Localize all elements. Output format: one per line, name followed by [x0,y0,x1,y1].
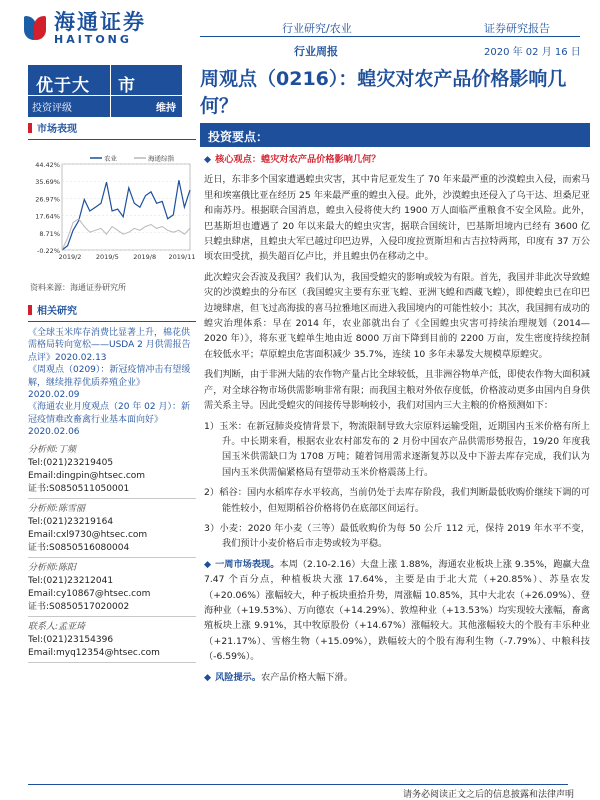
bullet-icon: ◆ [204,154,212,165]
haitong-logo [22,10,146,46]
series-line-index [62,219,190,250]
report-header [0,0,600,62]
y-tick-label: 35.69% [35,178,60,187]
page-footer [0,784,600,800]
forecast-corn: 1）玉米：在新冠肺炎疫情背景下，物流限制导致大宗原料运输受阻，近期国内玉米价格有所上升。中长期来看，根据农业农村部发布的 2 月份中国农产品供需形势报告，19/20 年度我国玉米供需缺口为 1708 万吨；随着饲用需求逐渐复苏以及中下游去库存完成，我们认为国内玉米供需偏紧格局有望带动玉米价格震荡上行。 [204,420,590,478]
rating-value: 优于大 [36,76,90,96]
analyst-email[interactable]: Email:myq12354@htsec.com [28,648,160,658]
y-tick-label: 44.42% [35,161,60,169]
legend-label: 农业 [104,154,117,163]
related-item[interactable]: 《周观点（0209）：新冠疫情冲击有望缓解，继续推荐优质养殖企业》2020.02.09 [28,365,191,401]
investment-rating-box [28,65,182,117]
analyst-cert: 证书:S0850511050001 [28,484,130,494]
key-points-header [200,123,590,147]
market-section [28,120,196,140]
logo-chinese-name: 海通证券 [54,9,146,34]
analyst-tel: Tel:(021)23154396 [28,635,114,645]
market-performance-chart [28,152,198,270]
bullet-icon: ◆ [204,671,212,683]
analyst-email[interactable]: Email:cxl9730@htsec.com [28,530,148,540]
legend-label: 海通综指 [148,154,174,163]
related-section-title: 相关研究 [37,306,77,317]
analyst-tel: Tel:(021)23219405 [28,458,114,468]
paragraph-china-impact: 此次蝗灾会否波及我国？我们认为，我国受蝗灾的影响或较为有限。首先，我国并非此次导致蝗灾的沙漠蝗虫的分布区（我国蝗灾主要有东亚飞蝗、亚洲飞蝗和西藏飞蝗），即使蝗虫已在印巴边境肆虐，但飞过高海拔的喜马拉雅地区而进入我国境内的可能性较小；其次，我国拥有成功的蝗灾治理体系：早在 2014 年，农业部就出台了《全国蝗虫灾害可持续治理规划（2014—2020 年）》，将东亚飞蝗单生地由近 8000 万亩下降到目前的 2200 万亩，发生密度持续控制在较低水平；草原蝗虫危害面积减少 35.7%，连续 10 多年未暴发大规模草原蝗灾。 [204,271,590,360]
analyst-card [28,444,196,499]
weekly-market-paragraph: ◆ 一周市场表现。本周（2.10-2.16）大盘上涨 1.88%，海通农业板块上涨 9.35%，跑赢大盘 7.47 个百分点，种植板块大涨 17.64%，主要是由于北大荒（+20.85%）、苏垦农发（+20.06%）涨幅较大，种子板块重拾升势，周涨幅 10.85%，其中大北农（+26.09%）、登海种业（+19.53%）、万向德农（+14.29%）、敦煌种业（+13.53%）均实现较大涨幅，畜禽殖板块上涨 9.91%，其中牧原股份（+14.67%）涨幅较大。其他涨幅较大的个股有丰乐种业（+21.17%）、雪榕生物（+15.09%），跌幅较大的个股有海利生物（-7.79%）、中粮科技（-6.59%）。 [204,558,590,663]
section-marker-icon [28,305,32,315]
report-type: 行业周报 [294,45,338,58]
y-tick-label: 8.71% [39,229,60,238]
analyst-email[interactable]: Email:cy10867@htsec.com [28,589,151,599]
rating-label: 投资评级 [32,103,72,114]
key-points-body [204,152,590,690]
core-view-heading: ◆ 核心观点：蝗灾对农产品价格影响几何？ [204,154,381,165]
paragraph-locust-overview: 近日，东非多个国家遭遇蝗虫灾害，其中肯尼亚发生了 70 年来最严重的沙漠蝗虫入侵，而索马里和埃塞俄比亚在经历 25 年来最严重的蝗虫入侵。此外，沙漠蝗虫还侵入了乌干达、坦桑尼亚和南苏丹。根据联合国消息，蝗虫入侵将使大约 1900 万人面临严重粮食不安全风险。此外，巴基斯坦也遭遇了 20 年以来最大的蝗虫灾害，据联合国统计，巴基斯坦境内已经有 3600 亿只蝗虫肆虐，且蝗虫大军已越过印巴边界，入侵印度拉贾斯坦和古吉拉特两邦，印度有 37 万公顷农田受扰，损失超百亿卢比，并且蝗虫仍在移动之中。 [204,174,590,263]
analyst-name: 分析师:陈阳 [28,563,77,573]
analyst-cert: 证书:S0850517020002 [28,602,130,612]
x-tick-label: 2019/8 [133,253,157,261]
forecast-wheat: 3）小麦：2020 年小麦（三等）最低收购价为每 50 公斤 112 元，保持 2019 年水平不变，我们预计小麦价格后市走势或较为平稳。 [204,522,590,550]
report-kind: 证券研究报告 [484,22,550,35]
plot-frame [62,164,190,250]
paragraph-judgement: 我们判断，由于非洲大陆的农作物产量占比全球较低，且非洲谷物单产低，即使农作物大面积减产，对全球谷物市场供需影响非常有限；而我国主粮对外依存度低，价格波动更多由国内自身供需关系主导。因此受蝗灾的间接传导影响较小，我们对国内三大主粮的价格预测如下： [204,369,590,412]
analyst-cert: 证书:S0850516080004 [28,543,130,553]
analyst-card [28,621,196,663]
report-title: 周观点（0216）：蝗灾对农产品价格影响几何？ [200,68,567,117]
rating-status: 维持 [156,103,176,114]
market-section-title: 市场表现 [37,124,77,135]
report-category: 行业研究/农业 [282,22,352,35]
series-line-agriculture [62,180,190,250]
y-tick-label: -0.22% [37,247,60,255]
related-research-section [28,302,196,439]
header-divider [200,36,580,37]
analyst-card [28,562,196,617]
analyst-name: 联系人:孟亚琦 [28,622,86,632]
report-date: 2020 年 02 月 16 日 [484,47,581,58]
related-item[interactable]: 《海通农业月度观点（20 年 02 月）：新冠疫情难改畜禽行业基本面向好》2020.02.06 [28,402,190,438]
bullet-icon: ◆ [204,558,212,570]
x-tick-label: 2019/11 [168,253,196,261]
y-tick-label: 26.97% [35,195,60,204]
section-marker-icon [28,123,32,133]
logo-english-name: HAITONG [54,33,132,46]
key-points-title: 投资要点： [208,130,269,144]
forecast-rice: 2）稻谷：国内水稻库存水平较高，当前仍处于去库存阶段，我们判断最低收购价继续下调的可能性较小，但短期稻谷价格将仍在底部区间运行。 [204,487,590,514]
related-item[interactable]: 《全球玉米库存消费比显著上升，棉花供需格局转向宽松——USDA 2 月供需报告点评》2020.02.13 [28,328,191,363]
chart-source: 资料来源：海通证券研究所 [30,283,126,292]
analyst-tel: Tel:(021)23219164 [28,517,114,527]
haitong-logo-icon [22,13,48,43]
analyst-tel: Tel:(021)23212041 [28,576,114,586]
analyst-card [28,503,196,558]
market-chart-svg [28,152,198,270]
analyst-name: 分析师:丁频 [28,445,77,455]
x-tick-label: 2019/5 [95,253,119,261]
analyst-list [28,444,196,667]
x-tick-label: 2019/2 [58,253,82,261]
y-tick-label: 17.64% [35,212,60,221]
disclosure-notice: 请务必阅读正文之后的信息披露和法律声明 [402,790,574,800]
analyst-email[interactable]: Email:dingpin@htsec.com [28,471,146,481]
rating-value-end: 市 [118,76,135,96]
analyst-name: 分析师:陈雪丽 [28,504,86,514]
risk-warning-paragraph: ◆ 风险提示。农产品价格大幅下滑。 [204,671,353,683]
